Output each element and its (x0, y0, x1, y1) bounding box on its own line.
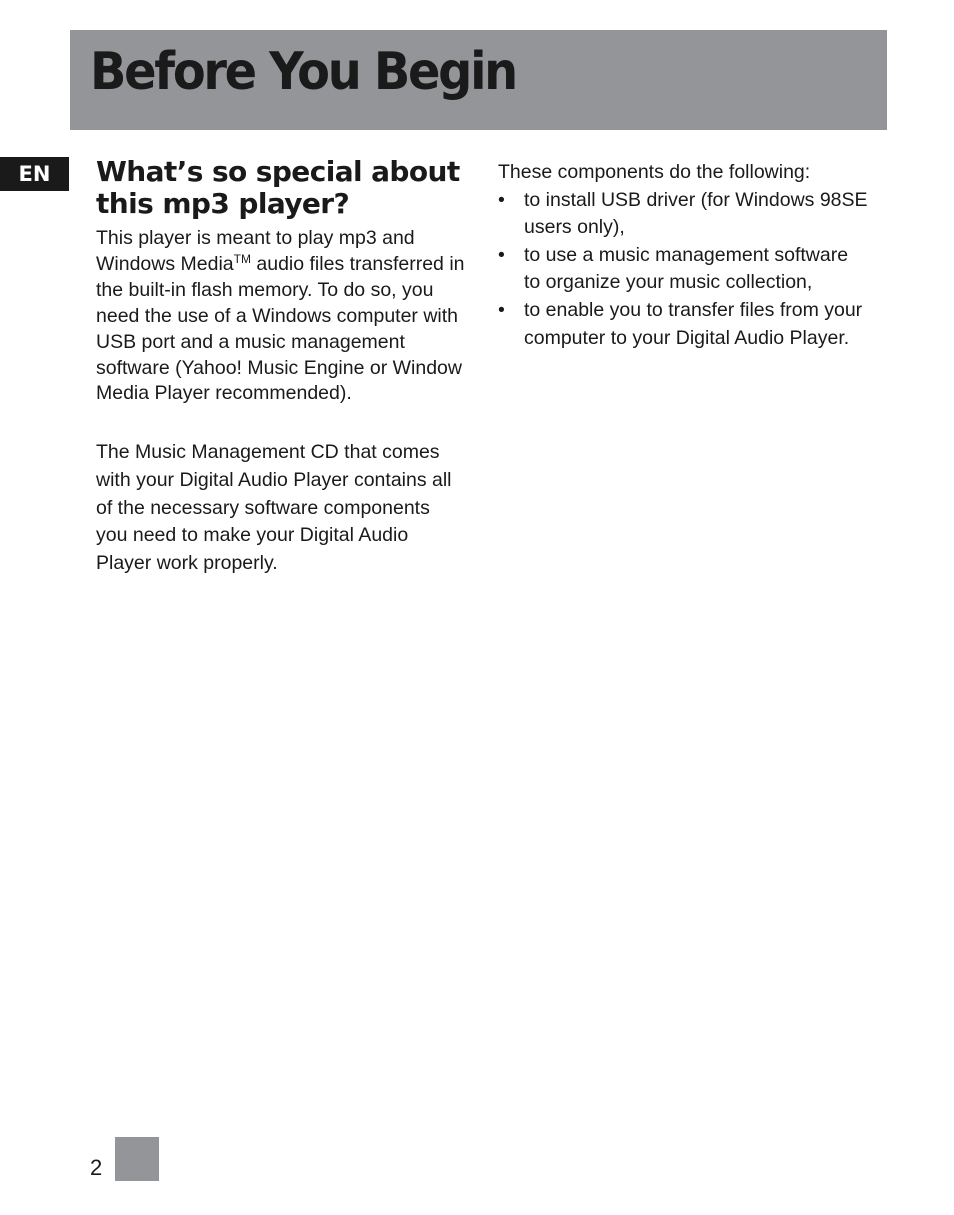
intro-text-end: audio files transferred in the built-in flash memory. To do so, you need the use of a Windows computer with USB port and a music management software (Yahoo! Music Engine or Window Media Player recommended). (96, 252, 465, 405)
list-item-text: to install USB driver (for Windows 98SE users only), (524, 188, 868, 239)
list-item (498, 242, 868, 297)
right-column (498, 159, 868, 352)
left-column (96, 156, 466, 578)
page-title: Before You Begin (90, 42, 516, 102)
list-item-text: to use a music management software to organize your music collection, (524, 243, 849, 294)
section-heading: What’s so special about this mp3 player? (96, 155, 460, 220)
list-item-text: to enable you to transfer files from your computer to your Digital Audio Player. (524, 298, 863, 349)
bullet-icon: • (498, 243, 505, 266)
language-tab: EN (0, 157, 69, 191)
title-banner (70, 30, 887, 130)
page-number: 2 (90, 1155, 103, 1180)
components-intro: These components do the following: (498, 161, 811, 183)
page-marker-box (115, 1137, 159, 1181)
list-item (498, 187, 868, 242)
cd-paragraph: The Music Management CD that comes with your Digital Audio Player contains all of the necessary software components you need to make your Digital Audio Player work properly. (96, 441, 452, 575)
intro-paragraph (96, 226, 466, 407)
list-item (498, 297, 868, 352)
trademark-mark: TM (233, 251, 251, 266)
bullet-icon: • (498, 298, 505, 321)
components-list (498, 187, 868, 353)
intro-text-start: This player is meant to play mp3 and Windows Media (96, 227, 415, 275)
bullet-icon: • (498, 188, 505, 211)
